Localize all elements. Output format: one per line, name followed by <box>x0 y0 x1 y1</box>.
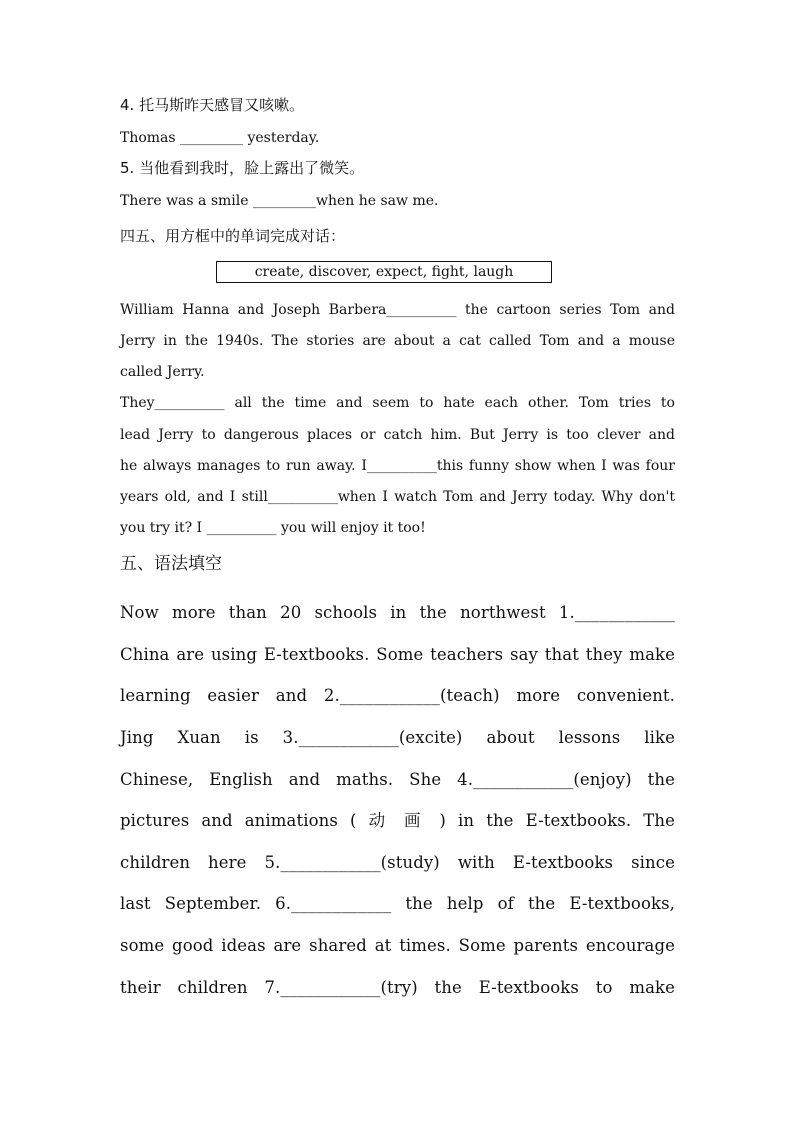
grammar-passage-line: some good ideas are shared at times. Some parents encourage <box>120 936 675 955</box>
grammar-passage-line: China are using E-textbooks. Some teachers say that they make <box>120 645 675 664</box>
question-4-english: Thomas _________ yesterday. <box>120 130 320 146</box>
grammar-passage-line: their children 7.____________(try) the E-textbooks to make <box>120 978 675 997</box>
question-4-chinese: 4. 托马斯昨天感冒又咳嗽。 <box>120 96 305 114</box>
passage-line: lead Jerry to dangerous places or catch him. But Jerry is too clever and <box>120 427 675 443</box>
passage-line: William Hanna and Joseph Barbera__________ the cartoon series Tom and <box>120 302 675 318</box>
grammar-passage-line: Jing Xuan is 3.____________(excite) about lessons like <box>120 728 675 747</box>
grammar-passage-line: last September. 6.____________ the help of the E-textbooks, <box>120 894 675 913</box>
grammar-passage-line: Chinese, English and maths. She 4.____________(enjoy) the <box>120 770 675 789</box>
passage-line: years old, and I still__________when I watch Tom and Jerry today. Why don't <box>120 489 675 505</box>
grammar-passage-line: Now more than 20 schools in the northwest 1.____________ <box>120 603 675 622</box>
passage-line: he always manages to run away. I__________this funny show when I was four <box>120 458 675 474</box>
section-heading-word-choice: 四五、用方框中的单词完成对话： <box>120 227 346 245</box>
grammar-passage-line: learning easier and 2.____________(teach) more convenient. <box>120 686 675 705</box>
section-heading-grammar-fill: 五、语法填空 <box>120 554 222 574</box>
word-box: create, discover, expect, fight, laugh <box>216 261 552 283</box>
passage-line: you try it? I __________ you will enjoy it too! <box>120 520 426 536</box>
passage-line: Jerry in the 1940s. The stories are about a cat called Tom and a mouse <box>120 333 675 349</box>
question-5-english: There was a smile _________when he saw me. <box>120 193 439 209</box>
grammar-passage-line: pictures and animations ( 动 画 ) in the E-textbooks. The <box>120 811 675 830</box>
question-5-chinese: 5. 当他看到我时，脸上露出了微笑。 <box>120 159 365 177</box>
grammar-passage-line: children here 5.____________(study) with E-textbooks since <box>120 853 675 872</box>
passage-line: called Jerry. <box>120 364 205 380</box>
passage-line: They__________ all the time and seem to hate each other. Tom tries to <box>120 395 675 411</box>
